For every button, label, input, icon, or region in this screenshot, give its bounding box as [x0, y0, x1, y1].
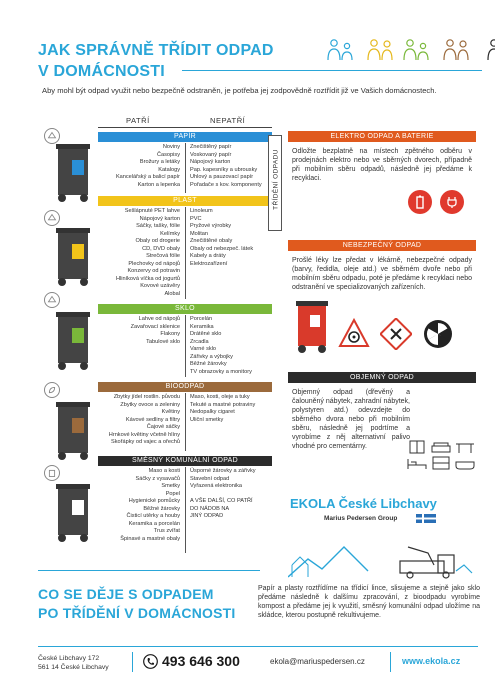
bed-icon — [406, 456, 428, 470]
belongs-item: Kancelářský a balicí papír — [115, 174, 180, 180]
not-belongs-item: Nedopalky cigaret — [190, 409, 235, 415]
hazardous-text: Prošlé léky lze předat v lékárně, nebezpečné odpady (barvy, ředidla, oleje atd.) ve sběrném dvoře nebo při mobilním sběru odpadu, poté je předáme k recyklaci nebo odstranění ve specializovaných zařízeních. — [292, 257, 472, 291]
footer-separator — [132, 652, 133, 672]
not-belongs-item: Pořadače s kov. komponenty — [190, 181, 262, 188]
email-link[interactable]: ekola@mariuspedersen.cz — [270, 657, 365, 666]
belongs-item: Alobal — [164, 290, 180, 297]
not-belongs-item: PVC — [190, 215, 202, 222]
belongs-item: Hliníková víčka od jogurtů — [115, 275, 180, 282]
belongs-item: Zbytky jídel rostlin. původu — [113, 394, 180, 400]
elektro-icons — [408, 190, 464, 214]
hazardous-title: NEBEZPEČNÝ ODPAD — [288, 240, 476, 251]
section-divider — [185, 207, 186, 299]
elektro-title: ELEKTRO ODPAD A BATERIE — [288, 131, 476, 142]
website-link[interactable]: www.ekola.cz — [402, 656, 461, 666]
belongs-item: Sešlápnuté PET lahve — [124, 208, 180, 214]
not-belongs-item: JINÝ ODPAD — [190, 513, 224, 519]
not-belongs-item: Porcelán — [190, 316, 213, 322]
belongs-item: Sáčky, tašky, fólie — [136, 223, 180, 229]
not-belongs-item: Molitan — [190, 230, 209, 237]
belongs-item: Kovové uzávěry — [140, 283, 180, 289]
footer-separator — [390, 652, 391, 672]
bio-bin-icon — [42, 396, 102, 464]
elektro-text: Odložte bezplatně na místech zpětného odběru v prodejnách elektro nebo ve sběrných dvorech, případně při mobilním sběru odpadů, následně jej předáme k recyklaci. — [292, 148, 472, 182]
column-not-belongs: NEPATŘÍ — [210, 116, 246, 125]
not-belongs-item: Varné sklo — [190, 346, 217, 352]
belongs-item: Plechovky od nápojů — [128, 260, 180, 267]
not-belongs-list — [190, 394, 276, 424]
sofa-icon — [430, 440, 452, 454]
title-line-1: JAK SPRÁVNĚ TŘÍDIT ODPAD — [38, 42, 274, 59]
not-belongs-item: DO NÁDOB NA — [190, 505, 230, 512]
bottom-title — [38, 585, 236, 623]
belongs-item: Strečová fólie — [146, 253, 180, 259]
bulky-text: Objemný odpad (dřevěný a čalouněný nábytek, zahradní nábytek, polystyren atd.) odevzdejte do sběrného dvora nebo při mobilním sběru, následně jej podrtíme a vyrobíme z něj alternativní palivo vhodné pro cementárny. — [292, 389, 410, 450]
belongs-item: Karton a lepenka — [137, 181, 180, 188]
belongs-item: CD, DVD obaly — [142, 245, 180, 252]
section-divider — [185, 315, 186, 377]
belongs-item: Obaly od drogerie — [135, 238, 180, 244]
bottom-text: Papír a plasty roztřídíme na třídicí lince, slisujeme a stejně jako sklo předáme následně k dalšímu zpracování, z bioodpadu vyrobíme kompost a předáme jej k využití, směsný komunální odpad uložíme na skládce, kterou postupně rekultivujeme. — [258, 585, 480, 619]
not-belongs-item: Nápojový karton — [190, 159, 231, 165]
not-belongs-item: Pryžové výrobky — [190, 223, 232, 229]
not-belongs-item: Zářivky a výbojky — [190, 353, 233, 360]
belongs-item: Noviny — [162, 144, 180, 150]
address — [38, 654, 109, 672]
not-belongs-item: Uhlový a pauzovací papír — [190, 174, 254, 180]
section-divider — [185, 143, 186, 193]
bulky-title: OBJEMNÝ ODPAD — [288, 372, 476, 383]
not-belongs-item: Elektrozařízení — [190, 260, 228, 267]
wardrobe-icon — [406, 440, 428, 454]
bottom-rule — [38, 570, 260, 571]
belongs-item: Flakony — [160, 331, 180, 337]
belongs-item: Popel — [165, 490, 180, 497]
not-belongs-item: Linoleum — [190, 208, 213, 214]
belongs-item: Brožury a letáky — [139, 159, 180, 165]
not-belongs-item: Maso, kosti, oleje a tuky — [190, 394, 250, 400]
brand-sub: Marius Pedersen Group — [324, 515, 398, 522]
glass-bin-icon — [42, 306, 102, 374]
belongs-item: Lahve od nápojů — [138, 316, 180, 322]
title-rule — [182, 70, 482, 71]
not-belongs-item: Znečištěný papír — [190, 144, 232, 150]
phone-icon — [143, 654, 158, 669]
not-belongs-list — [190, 468, 276, 521]
belongs-item: Hrnkové květiny včetně hlíny — [108, 431, 180, 438]
belongs-item: Květiny — [161, 409, 180, 415]
section-divider — [185, 467, 186, 553]
not-belongs-item: Drátěné sklo — [190, 331, 222, 337]
belongs-item: Kelímky — [160, 230, 180, 237]
section-title: SMĚSNÝ KOMUNÁLNÍ ODPAD — [98, 456, 272, 466]
belongs-item: Čajové sáčky — [146, 424, 180, 430]
not-belongs-item: Pap. kapesníky a ubrousky — [190, 166, 258, 173]
belongs-item: Maso a kosti — [148, 468, 180, 474]
not-belongs-item: TV obrazovky a monitory — [190, 368, 252, 375]
not-belongs-item: Kabely a dráty — [190, 253, 226, 259]
belongs-item: Keramika a porcelán — [128, 520, 180, 527]
not-belongs-item: Keramika — [190, 323, 214, 330]
not-belongs-item: Voskovaný papír — [190, 151, 232, 158]
belongs-item: Čisticí utěrky a houby — [126, 513, 180, 519]
belongs-item: Časopisy — [156, 151, 180, 158]
address-line-1: České Libchavy 172 — [38, 655, 100, 662]
not-belongs-item: Úsporné žárovky a zářivky — [190, 468, 256, 474]
bottom-title-line-2: PO TŘÍDĚNÍ V DOMÁCNOSTI — [38, 605, 236, 621]
not-belongs-item — [190, 491, 276, 499]
flag-icon — [416, 514, 436, 523]
column-header-line — [98, 127, 272, 128]
belongs-item: Nápojový karton — [139, 215, 180, 222]
belongs-item: Tabulové sklo — [146, 338, 180, 345]
side-tag — [268, 135, 282, 231]
belongs-item: Špinavé a mastné obaly — [120, 535, 180, 542]
red-bin-icon — [290, 297, 334, 355]
belongs-item: Trus zvířat — [153, 528, 180, 534]
belongs-item: Zbytky ovoce a zeleniny — [120, 401, 180, 408]
belongs-list — [98, 394, 180, 447]
belongs-item: Zavařovací sklenice — [130, 323, 180, 330]
belongs-list — [98, 144, 180, 189]
toxic-icon — [380, 318, 412, 350]
column-headers — [98, 114, 272, 128]
belongs-item: Smetky — [161, 483, 180, 489]
hazard-icons — [338, 318, 454, 350]
not-belongs-item: Tekuté a mastné potraviny — [190, 401, 256, 408]
belongs-item: Skořápky od vajec a ořechů — [110, 439, 180, 445]
bathtub-icon — [454, 456, 476, 470]
section-title: PAPÍR — [98, 132, 272, 142]
column-belongs: PATŘÍ — [126, 116, 150, 125]
sort-section — [98, 132, 272, 194]
not-belongs-item: Znečištěné obaly — [190, 238, 233, 244]
bottom-title-line-1: CO SE DĚJE S ODPADEM — [38, 586, 214, 602]
not-belongs-item: Obaly od nebezpeč. látek — [190, 245, 254, 252]
section-title: SKLO — [98, 304, 272, 314]
title-line-2: V DOMÁCNOSTI — [38, 63, 165, 80]
sort-section — [98, 382, 272, 452]
radiation-icon — [422, 318, 454, 350]
section-title: PLAST — [98, 196, 272, 206]
not-belongs-list — [190, 144, 276, 189]
not-belongs-item: Běžné žárovky — [190, 361, 227, 367]
plug-icon — [440, 190, 464, 214]
landfill-illustration — [288, 535, 476, 579]
sort-section — [98, 304, 272, 378]
intro-text: Aby mohl být odpad využit nebo bezpečně odstraněn, je potřeba jej zodpovědně roztřídit již ve Vašich domácnostech. — [42, 86, 437, 95]
table-icon — [454, 440, 476, 454]
belongs-item: Katalogy — [158, 166, 180, 173]
not-belongs-item: A VŠE DALŠÍ, CO PATŘÍ — [190, 498, 253, 504]
not-belongs-item: Zrcadla — [190, 338, 209, 345]
not-belongs-item: Uliční smetky — [190, 416, 224, 423]
plastic-bin-icon — [42, 222, 102, 290]
not-belongs-item: Stavební odpad — [190, 475, 230, 482]
footer-line — [38, 646, 478, 647]
page-title — [38, 40, 274, 82]
person-icon — [477, 38, 495, 62]
belongs-item: Sáčky z vysavačů — [135, 475, 180, 482]
side-tag-label: TŘÍDĚNÍ ODPADU — [272, 149, 280, 210]
people-icons — [325, 38, 495, 62]
not-belongs-item: Vyřazená elektronika — [190, 483, 243, 489]
battery-icon — [408, 190, 432, 214]
section-title: BIOODPAD — [98, 382, 272, 392]
shelf-icon — [430, 456, 452, 470]
address-line-2: 561 14 České Libchavy — [38, 664, 109, 671]
brand-name: EKOLA České Libchavy — [290, 496, 437, 511]
section-divider — [185, 393, 186, 451]
sort-section — [98, 456, 272, 554]
belongs-list — [98, 316, 180, 346]
sort-section — [98, 196, 272, 300]
family-icon — [325, 38, 359, 62]
family-icon — [401, 38, 435, 62]
belongs-item: Hygienické pomůcky — [128, 498, 180, 504]
belongs-item: Kávové sedliny a filtry — [125, 416, 180, 423]
furniture-icons — [406, 440, 476, 470]
belongs-item: Běžné žárovky — [143, 505, 180, 512]
not-belongs-list — [190, 208, 276, 268]
couple-icon — [439, 38, 473, 62]
not-belongs-list — [190, 316, 276, 376]
belongs-list — [98, 468, 180, 543]
mixed-bin-icon — [42, 478, 102, 546]
couple-icon — [363, 38, 397, 62]
belongs-item: Konzervy od potravin — [127, 268, 180, 274]
paper-bin-icon — [42, 138, 102, 206]
belongs-list — [98, 208, 180, 298]
biohazard-icon — [338, 318, 370, 350]
phone-number[interactable]: 493 646 300 — [162, 653, 240, 669]
